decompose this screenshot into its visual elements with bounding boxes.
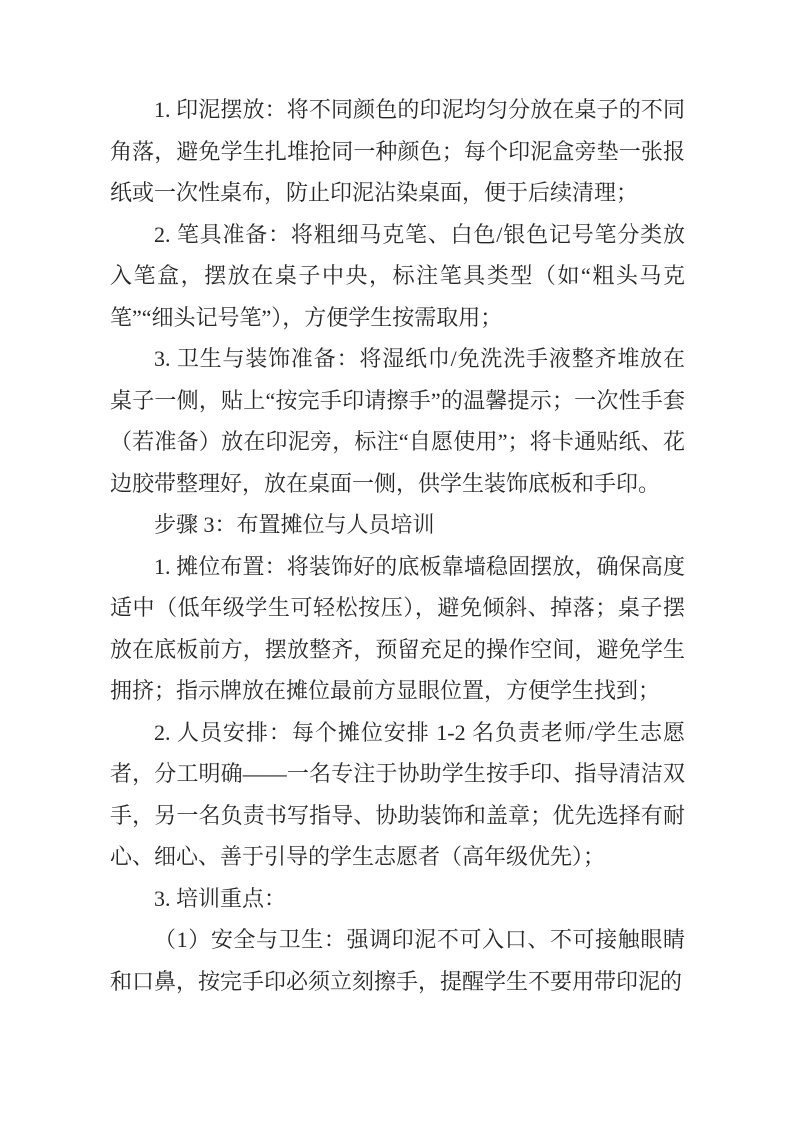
paragraph-staff-arrangement: 2. 人员安排：每个摊位安排 1-2 名负责老师/学生志愿者，分工明确——一名专注于协助学生按手印、指导清洁双手，另一名负责书写指导、协助装饰和盖章；优先选择有耐心、细心、善于引导的学生志愿者（高年级优先）； (110, 719, 685, 869)
paragraph-booth-layout: 1. 摊位布置：将装饰好的底板靠墙稳固摆放，确保高度适中（低年级学生可轻松按压），避免倾斜、掉落；桌子摆放在底板前方，摆放整齐，预留充足的操作空间，避免学生拥挤；指示牌放在摊位最前方显眼位置，方便学生找到； (110, 553, 685, 703)
paragraph-hygiene-decoration: 3. 卫生与装饰准备：将湿纸巾/免洗洗手液整齐堆放在桌子一侧，贴上“按完手印请擦手”的温馨提示；一次性手套（若准备）放在印泥旁，标注“自愿使用”；将卡通贴纸、花边胶带整理好，放在桌面一侧，供学生装饰底板和手印。 (110, 346, 685, 496)
paragraph-training-points: 3. 培训重点： (154, 885, 287, 911)
paragraph-pen-preparation: 2. 笔具准备：将粗细马克笔、白色/银色记号笔分类放入笔盒，摆放在桌子中央，标注笔具类型（如“粗头马克笔”“细头记号笔”），方便学生按需取用； (110, 221, 685, 330)
document-page (110, 89, 685, 1002)
heading-step-3: 步骤 3：布置摊位与人员培训 (154, 512, 435, 537)
paragraph-ink-pad-placement: 1. 印泥摆放：将不同颜色的印泥均匀分放在桌子的不同角落，避免学生扎堆抢同一种颜色；每个印泥盒旁垫一张报纸或一次性桌布，防止印泥沾染桌面，便于后续清理； (110, 97, 685, 205)
paragraph-safety-hygiene: （1）安全与卫生：强调印泥不可入口、不可接触眼睛和口鼻，按完手印必须立刻擦手，提醒学生不要用带印泥的 (110, 927, 685, 994)
